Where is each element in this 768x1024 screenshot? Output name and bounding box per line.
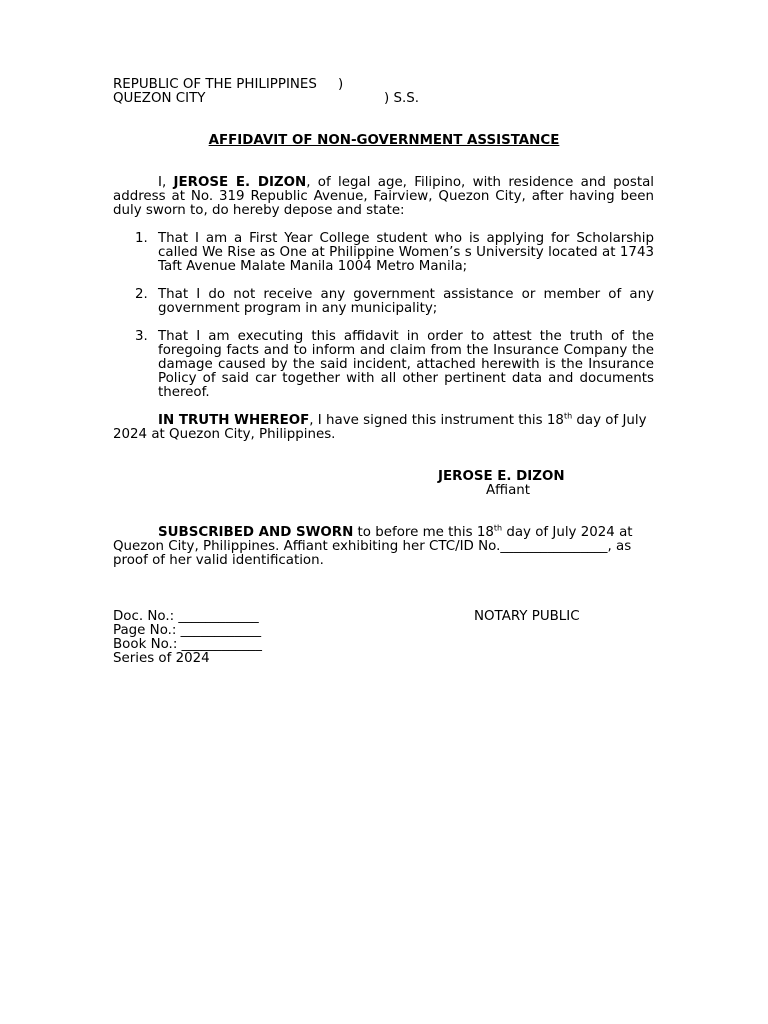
list-item: That I am a First Year College student who is applying for Scholarship called We Rise as One at Philippine Women’s s University located at 1743 Taft Avenue Malate Manila 1004 Metro Manila;: [158, 231, 654, 274]
document-title: AFFIDAVIT OF NON-GOVERNMENT ASSISTANCE: [208, 133, 560, 148]
intro-lead: I,: [158, 175, 174, 190]
series: Series of 2024: [113, 651, 210, 666]
page-number: Page No.: ____________: [113, 623, 262, 638]
intro-text: , of legal age, Filipino, with residence and postal address at No. 319 Republic Avenue, Fairview, Quezon City, after having been duly sworn to, do hereby depose and state:: [113, 175, 654, 218]
truth-text: , I have signed this instrument this 18: [309, 413, 564, 428]
subscribed-text-2: day of July 2024 at Quezon City, Philippines. Affiant exhibiting her CTC/ID No.________________, as proof of her valid identification.: [113, 525, 633, 568]
subscribed-text: to before me this 18: [353, 525, 494, 540]
item-number: 1.: [135, 231, 148, 246]
truth-text-2: day of July 2024 at Quezon City, Philippines.: [113, 413, 647, 442]
list-item: That I am executing this affidavit in order to attest the truth of the foregoing facts and to inform and claim from the Insurance Company the damage caused by the said incident, attached herewith is the Insurance Policy of said car together with all other pertinent data and documents thereof.: [158, 329, 654, 400]
signature-name: JEROSE E. DIZON: [438, 469, 565, 484]
truth-bold: IN TRUTH WHEREOF: [158, 413, 310, 428]
subscribed-bold: SUBSCRIBED AND SWORN: [158, 525, 354, 540]
truth-paragraph: [113, 411, 654, 442]
header-paren: ): [338, 77, 344, 92]
doc-number: Doc. No.: ____________: [113, 609, 259, 624]
header-city: QUEZON CITY: [113, 91, 206, 106]
header-ss: ) S.S.: [384, 91, 419, 106]
header-republic: REPUBLIC OF THE PHILIPPINES: [113, 77, 317, 92]
book-number: Book No.: ____________: [113, 637, 262, 652]
subscribed-paragraph: [113, 523, 654, 568]
signature-role: Affiant: [485, 483, 531, 498]
item-number: 3.: [135, 329, 148, 344]
notary-public-label: NOTARY PUBLIC: [474, 609, 580, 624]
intro-paragraph: [113, 176, 654, 218]
truth-sup: th: [563, 411, 573, 421]
item-number: 2.: [135, 287, 148, 302]
affiant-name-inline: JEROSE E. DIZON: [173, 175, 307, 190]
subscribed-sup: th: [493, 523, 503, 533]
list-item: That I do not receive any government assistance or member of any government program in any municipality;: [158, 287, 654, 316]
